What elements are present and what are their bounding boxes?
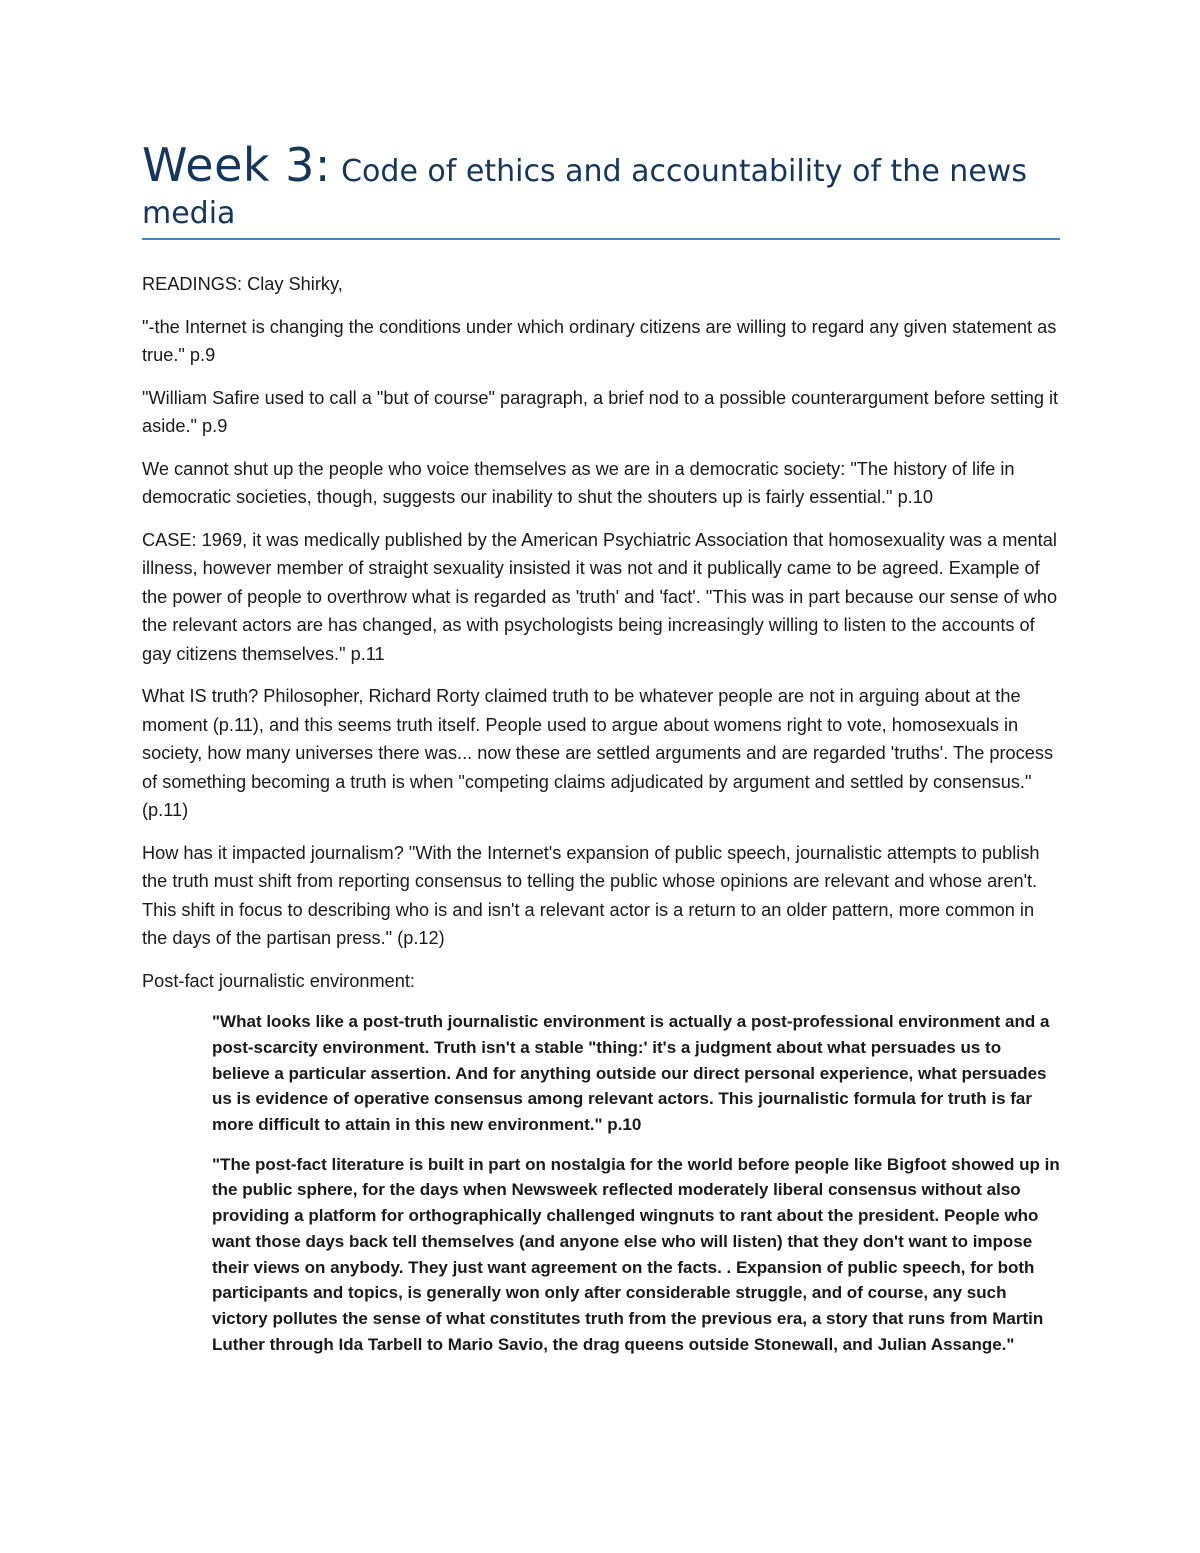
- title-subtitle: Code of ethics and accountability of the news media: [142, 154, 1027, 232]
- block-quote-post-truth: "What looks like a post-truth journalistic environment is actually a post-professional environment and a post-scarcity environment. Truth isn't a stable "thing:' it's a judgment about what persuades us to believe a particular assertion. And for anything outside our direct personal experience, what persuades us is evidence of operative consensus among relevant actors. This journalistic formula for truth is far more difficult to attain in this new environment." p.10: [212, 1012, 1050, 1134]
- paragraph-quote-safire: "William Safire used to call a "but of course" paragraph, a brief nod to a possible counterargument before setting it aside." p.9: [142, 387, 1059, 437]
- page-title: [142, 138, 1060, 232]
- quote-block: [212, 1009, 1060, 1357]
- document-page: [142, 138, 1060, 1371]
- title-week: Week 3:: [142, 138, 331, 192]
- paragraph-quote-internet: "-the Internet is changing the conditions under which ordinary citizens are willing to regard any given statement as true." p.9: [142, 316, 1057, 366]
- readings-line: READINGS: Clay Shirky,: [142, 274, 343, 295]
- paragraph-what-is-truth: What IS truth? Philosopher, Richard Rorty claimed truth to be whatever people are not in arguing about at the moment (p.11), and this seems truth itself. People used to argue about womens right to vote, homosexuals in society, how many universes there was... now these are settled arguments and are regarded 'truths'. The process of something becoming a truth is when "competing claims adjudicated by argument and settled by consensus." (p.11): [142, 686, 1054, 821]
- paragraph-post-fact-heading: Post-fact journalistic environment:: [142, 970, 415, 991]
- block-quote-post-fact-literature: "The post-fact literature is built in part on nostalgia for the world before people like Bigfoot showed up in the public sphere, for the days when Newsweek reflected moderately liberal consensus without also providing a platform for orthographically challenged wingnuts to rant about the president. People who want those days back tell themselves (and anyone else who will listen) that they don't want to impose their views on anybody. They just want agreement on the facts. . Expansion of public speech, for both participants and topics, is generally won only after considerable struggle, and of course, any such victory pollutes the sense of what constitutes truth from the previous era, a story that runs from Martin Luther through Ida Tarbell to Mario Savio, the drag queens outside Stonewall, and Julian Assange.": [212, 1154, 1060, 1354]
- paragraph-case: CASE: 1969, it was medically published by the American Psychiatric Association that homosexuality was a mental illness, however member of straight sexuality insisted it was not and it publically came to be agreed. Example of the power of people to overthrow what is regarded as 'truth' and 'fact'. "This was in part because our sense of who the relevant actors are has changed, as with psychologists being increasingly willing to listen to the accounts of gay citizens themselves." p.11: [142, 529, 1058, 664]
- paragraph-journalism-impact: How has it impacted journalism? "With the Internet's expansion of public speech, journalistic attempts to publish the truth must shift from reporting consensus to telling the public whose opinions are relevant and whose aren't. This shift in focus to describing who is and isn't a relevant actor is a return to an older pattern, more common in the days of the partisan press." (p.12): [142, 842, 1040, 949]
- paragraph-democratic-society: We cannot shut up the people who voice themselves as we are in a democratic society: "The history of life in democratic societies, though, suggests our inability to shut the shouters up is fairly essential." p.10: [142, 458, 1015, 508]
- title-block: [142, 138, 1060, 240]
